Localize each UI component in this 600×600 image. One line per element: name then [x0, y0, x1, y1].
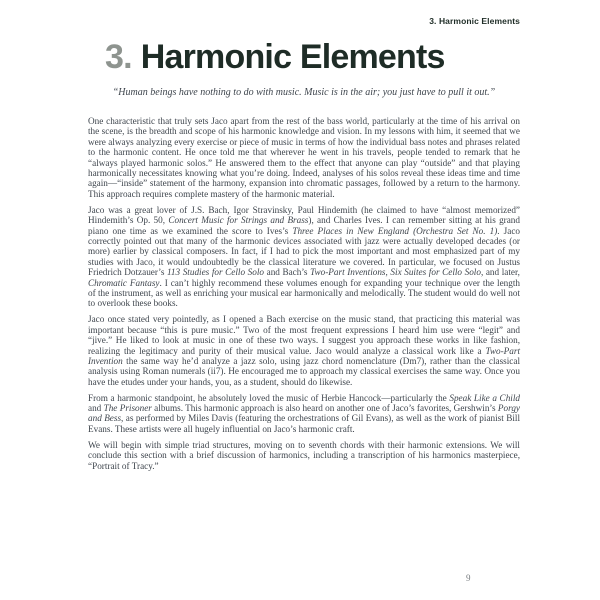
chapter-title	[105, 38, 445, 77]
paragraph-1: One characteristic that truly sets Jaco apart from the rest of the bass world, particularly at the time of his arrival on the scene, is the breadth and scope of his harmonic knowledge and vision. In my lessons with him, it seemed that we were always analyzing every exercise or piece of music in terms of how the individual bass notes and phrases related to the harmonic content. He once told me that wherever he went in his travels, people tended to remark that he “always played harmonic solos.” He answered them to the effect that anyone can play “outside” and that playing harmonically necessitates knowing what you’re doing. Indeed, analyses of his solos reveal these ideas time and time again—“inside” statement of the harmony, expansion into chromatic passages, followed by a return to the harmony. This approach requires complete mastery of the harmonic material.	[88, 116, 520, 199]
body-text	[88, 116, 520, 477]
page-number: 9	[466, 573, 471, 583]
paragraph-4: From a harmonic standpoint, he absolutely loved the music of Herbie Hancock—particularly the Speak Like a Child and The Prisoner albums. This harmonic approach is also heard on another one of Jaco’s favorites, Gershwin’s Porgy and Bess, as performed by Miles Davis (featuring the orchestrations of Gil Evans), as well as the work of pianist Bill Evans. These artists were all hugely influential on Jaco’s harmonic craft.	[88, 392, 520, 434]
running-header: 3. Harmonic Elements	[429, 16, 520, 26]
epigraph-quote: “Human beings have nothing to do with music. Music is in the air; you just have to pull it out.”	[112, 87, 496, 98]
paragraph-3: Jaco once stated very pointedly, as I opened a Bach exercise on the music stand, that practicing this material was important because “this is pure music.” Two of the most frequent expressions I heard him use were “legit” and “jive.” He liked to look at music in one of these two ways. I suggest you approach these works in like fashion, realizing the legitimacy and purity of their musical value. Jaco would analyze a classical work like a Two-Part Invention the same way he’d analyze a jazz solo, using jazz chord nomenclature (Dm7), rather than the classical analysis using Roman numerals (ii7). He encouraged me to approach my classical exercises the same way. Once you have the etudes under your hands, you, as a student, should do likewise.	[88, 314, 520, 387]
paragraph-2: Jaco was a great lover of J.S. Bach, Igor Stravinsky, Paul Hindemith (he claimed to have “almost memorized” Hindemith’s Op. 50, Concert Music for Strings and Brass), and Charles Ives. I can remember sitting at his grand piano one time as we examined the score to Ives’s Three Places in New England (Orchestra Set No. 1). Jaco correctly pointed out that many of the harmonic devices associated with jazz were actually developed decades (or more) earlier by classical composers. In fact, if I had to pick the most important and most emphasized part of my studies with Jaco, it would undoubtedly be the classical literature we covered. In particular, we focused on Justus Friedrich Dotzauer’s 113 Studies for Cello Solo and Bach’s Two-Part Inventions, Six Suites for Cello Solo, and later, Chromatic Fantasy. I can’t highly recommend these volumes enough for expanding your technique over the length of the instrument, as well as enriching your musical ear harmonically and melodically. The student would do well not to overlook these books.	[88, 204, 521, 309]
chapter-number: 3.	[105, 38, 132, 76]
chapter-title-text: Harmonic Elements	[140, 38, 445, 76]
paragraph-5: We will begin with simple triad structures, moving on to seventh chords with their harmonic extensions. We will conclude this section with a brief discussion of harmonics, including a transcription of his harmonics masterpiece, “Portrait of Tracy.”	[88, 439, 520, 471]
